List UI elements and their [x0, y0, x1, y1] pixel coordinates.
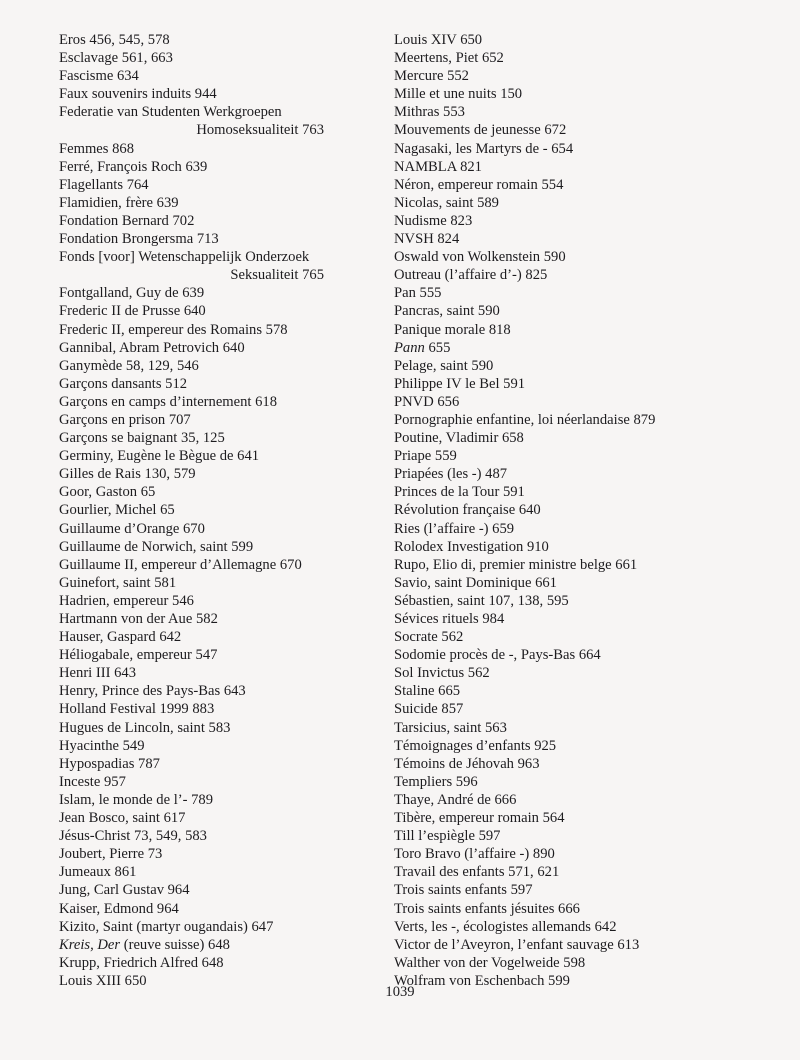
index-entry: Nudisme 823 — [394, 212, 473, 229]
index-entry-title-italic: Kreis, Der — [59, 936, 121, 953]
index-entry: Kizito, Saint (martyr ougandais) 647 — [59, 918, 274, 935]
index-entry: Fondation Brongersma 713 — [59, 231, 219, 248]
index-column-left — [59, 31, 379, 990]
index-entry-title-italic: Pann — [394, 339, 425, 356]
index-entry: Krupp, Friedrich Alfred 648 — [59, 954, 224, 971]
index-entry: Garçons se baignant 35, 125 — [59, 430, 225, 447]
index-entry: Fonds [voor] Wetenschappelijk Onderzoek — [59, 249, 310, 266]
index-entry: Socrate 562 — [394, 629, 464, 646]
index-entry: Jean Bosco, saint 617 — [59, 810, 186, 827]
index-entry: Pancras, saint 590 — [394, 303, 500, 320]
index-entry: Princes de la Tour 591 — [394, 484, 525, 501]
index-entry: Fondation Bernard 702 — [59, 212, 195, 229]
index-entry: Sodomie procès de -, Pays-Bas 664 — [394, 647, 601, 664]
index-entry: Guillaume de Norwich, saint 599 — [59, 538, 254, 555]
index-entry: Ganymède 58, 129, 546 — [59, 357, 199, 374]
index-entry: Germiny, Eugène le Bègue de 641 — [59, 448, 260, 465]
index-entry: Suicide 857 — [394, 701, 464, 718]
index-entry: Templiers 596 — [394, 773, 478, 790]
index-entry: Savio, saint Dominique 661 — [394, 574, 557, 591]
index-entry: Eros 456, 545, 578 — [59, 32, 170, 48]
index-entry: Garçons en prison 707 — [59, 411, 191, 428]
index-entry: Rolodex Investigation 910 — [394, 538, 549, 555]
index-column-right — [394, 31, 784, 990]
index-entry: Néron, empereur romain 554 — [394, 176, 564, 193]
index-entry: Jésus-Christ 73, 549, 583 — [59, 828, 207, 845]
index-entry: Inceste 957 — [59, 773, 126, 790]
index-entry: Travail des enfants 571, 621 — [394, 864, 560, 881]
index-entry: Ries (l’affaire -) 659 — [394, 520, 515, 537]
index-entry: Jumeaux 861 — [59, 864, 137, 881]
index-entry: Henri III 643 — [59, 665, 136, 682]
index-entry: Trois saints enfants jésuites 666 — [394, 900, 580, 917]
index-entry: Toro Bravo (l’affaire -) 890 — [394, 846, 555, 863]
index-entry: Panique morale 818 — [394, 321, 511, 338]
index-entry: Guillaume II, empereur d’Allemagne 670 — [59, 556, 302, 573]
index-entry: Sévices rituels 984 — [394, 611, 505, 627]
index-entry-text: (reuve suisse) 648 — [123, 936, 230, 953]
index-entry: Héliogabale, empereur 547 — [59, 647, 218, 664]
index-entry: Fontgalland, Guy de 639 — [59, 285, 205, 302]
index-entry: Victor de l’Aveyron, l’enfant sauvage 613 — [394, 936, 640, 953]
index-entry: Jung, Carl Gustav 964 — [59, 882, 190, 899]
index-entry: Staline 665 — [394, 683, 461, 700]
index-entry: Poutine, Vladimir 658 — [394, 430, 524, 447]
index-entry: Thaye, André de 666 — [394, 791, 517, 808]
index-entry: Témoins de Jéhovah 963 — [394, 755, 540, 772]
index-entry: Garçons dansants 512 — [59, 375, 188, 392]
index-entry: NVSH 824 — [394, 231, 460, 248]
index-entry: Tarsicius, saint 563 — [394, 719, 507, 736]
index-entry: Rupo, Elio di, premier ministre belge 661 — [394, 556, 638, 573]
index-entry: Révolution française 640 — [394, 502, 541, 519]
index-entry — [394, 339, 784, 357]
index-entry: Meertens, Piet 652 — [394, 50, 504, 67]
index-entry: Sol Invictus 562 — [394, 665, 490, 682]
index-entry: Seksualiteit 765 — [230, 267, 324, 284]
index-entry: Joubert, Pierre 73 — [59, 846, 163, 863]
index-entry: NAMBLA 821 — [394, 158, 482, 175]
index-entry: Oswald von Wolkenstein 590 — [394, 249, 566, 266]
index-entry: Faux souvenirs induits 944 — [59, 86, 217, 103]
index-entry: Hypospadias 787 — [59, 755, 160, 772]
index-entry: PNVD 656 — [394, 393, 460, 410]
index-entry: Frederic II de Prusse 640 — [59, 303, 206, 320]
index-entry: Femmes 868 — [59, 140, 134, 157]
index-entry: Mercure 552 — [394, 68, 469, 85]
index-entry: Trois saints enfants 597 — [394, 882, 533, 899]
index-entry: Gourlier, Michel 65 — [59, 502, 175, 519]
index-entry: Hadrien, empereur 546 — [59, 592, 194, 609]
index-entry: Fascisme 634 — [59, 68, 139, 85]
index-entry: Pan 555 — [394, 285, 442, 302]
index-entry: Philippe IV le Bel 591 — [394, 375, 526, 392]
index-entry: Gilles de Rais 130, 579 — [59, 466, 196, 483]
index-entry: Wolfram von Eschenbach 599 — [394, 972, 570, 989]
index-entry: Louis XIII 650 — [59, 972, 147, 989]
index-entry: Flagellants 764 — [59, 176, 149, 193]
index-entry: Hyacinthe 549 — [59, 737, 145, 754]
index-entry: Nagasaki, les Martyrs de - 654 — [394, 140, 574, 157]
index-entry: Nicolas, saint 589 — [394, 194, 499, 211]
index-entry: Outreau (l’affaire d’-) 825 — [394, 267, 548, 284]
index-entry: Holland Festival 1999 883 — [59, 701, 215, 718]
index-entry: Mithras 553 — [394, 104, 465, 121]
index-entry: Verts, les -, écologistes allemands 642 — [394, 918, 617, 935]
index-entry: Guinefort, saint 581 — [59, 574, 177, 591]
index-entry: Hauser, Gaspard 642 — [59, 629, 182, 646]
index-entry: Garçons en camps d’internement 618 — [59, 393, 278, 410]
index-entry: Priapées (les -) 487 — [394, 466, 508, 483]
index-entry: Islam, le monde de l’- 789 — [59, 791, 214, 808]
index-entry: Priape 559 — [394, 448, 457, 465]
index-entry: Hartmann von der Aue 582 — [59, 611, 218, 627]
index-entry: Walther von der Vogelweide 598 — [394, 954, 586, 971]
index-entry: Esclavage 561, 663 — [59, 50, 173, 67]
index-entry: Ferré, François Roch 639 — [59, 158, 208, 175]
index-entry: Pornographie enfantine, loi néerlandaise 879 — [394, 411, 656, 428]
index-entry: Louis XIV 650 — [394, 32, 483, 48]
index-entry: Henry, Prince des Pays-Bas 643 — [59, 683, 246, 700]
index-entry: Sébastien, saint 107, 138, 595 — [394, 592, 569, 609]
index-entry: Frederic II, empereur des Romains 578 — [59, 321, 288, 338]
index-entry: Guillaume d’Orange 670 — [59, 520, 205, 537]
index-entry: Kaiser, Edmond 964 — [59, 900, 179, 917]
index-entry: Homoseksualiteit 763 — [196, 122, 324, 139]
index-entry: Flamidien, frère 639 — [59, 194, 179, 211]
index-entry: Federatie van Studenten Werkgroepen — [59, 104, 282, 121]
index-entry: Hugues de Lincoln, saint 583 — [59, 719, 231, 736]
index-entry: Gannibal, Abram Petrovich 640 — [59, 339, 245, 356]
index-entry: Témoignages d’enfants 925 — [394, 737, 557, 754]
index-entry: Till l’espiègle 597 — [394, 828, 501, 845]
index-entry: Pelage, saint 590 — [394, 357, 494, 374]
index-entry: Mille et une nuits 150 — [394, 86, 523, 103]
index-entry-text: 655 — [428, 339, 451, 356]
index-entry: Mouvements de jeunesse 672 — [394, 122, 567, 139]
index-entry — [59, 936, 379, 954]
page-number: 1039 — [385, 984, 415, 1000]
index-entry: Goor, Gaston 65 — [59, 484, 156, 501]
index-entry: Tibère, empereur romain 564 — [394, 810, 565, 827]
